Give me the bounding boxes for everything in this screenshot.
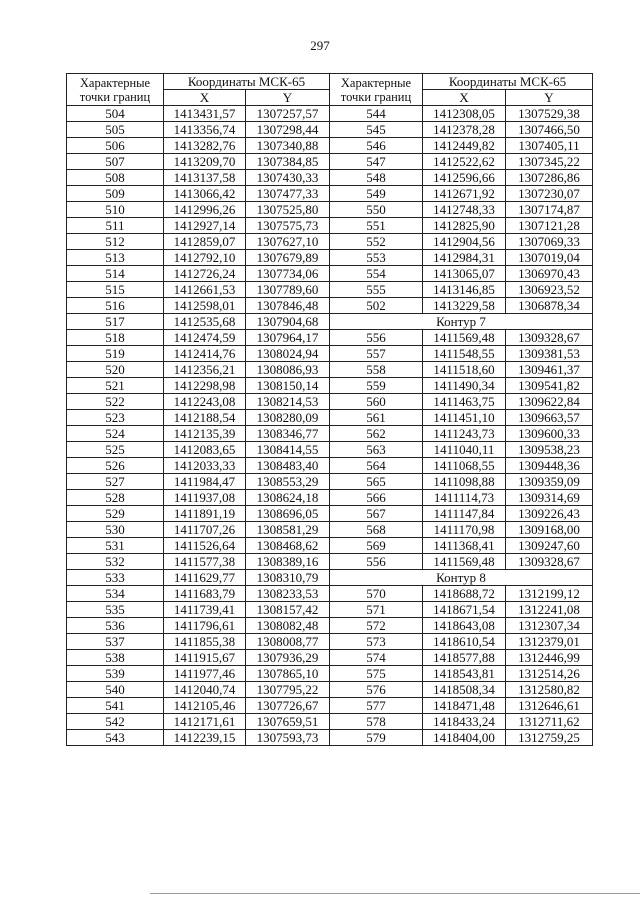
x-coordinate: 1411526,64 xyxy=(164,538,246,554)
point-number: 543 xyxy=(67,730,164,746)
x-coordinate: 1411683,79 xyxy=(164,586,246,602)
x-coordinate: 1418433,24 xyxy=(423,714,506,730)
x-coordinate: 1411977,46 xyxy=(164,666,246,682)
y-coordinate: 1308414,55 xyxy=(246,442,330,458)
y-coordinate: 1307019,04 xyxy=(506,250,593,266)
table-row xyxy=(67,330,593,346)
table-row xyxy=(67,666,593,682)
x-coordinate: 1412535,68 xyxy=(164,314,246,330)
x-coordinate: 1413066,42 xyxy=(164,186,246,202)
point-number: 577 xyxy=(330,698,423,714)
y-coordinate: 1312199,12 xyxy=(506,586,593,602)
table-row xyxy=(67,154,593,170)
x-coordinate: 1412378,28 xyxy=(423,122,506,138)
y-coordinate: 1308468,62 xyxy=(246,538,330,554)
point-number: 521 xyxy=(67,378,164,394)
table-row xyxy=(67,458,593,474)
table-row xyxy=(67,234,593,250)
point-number: 508 xyxy=(67,170,164,186)
y-coordinate: 1312241,08 xyxy=(506,602,593,618)
x-coordinate: 1412449,82 xyxy=(423,138,506,154)
x-coordinate: 1412825,90 xyxy=(423,218,506,234)
point-number: 540 xyxy=(67,682,164,698)
x-coordinate: 1412105,46 xyxy=(164,698,246,714)
x-coordinate: 1418404,00 xyxy=(423,730,506,746)
y-coordinate: 1308082,48 xyxy=(246,618,330,634)
x-coordinate: 1411707,26 xyxy=(164,522,246,538)
x-coordinate: 1413431,57 xyxy=(164,106,246,122)
x-coordinate: 1411040,11 xyxy=(423,442,506,458)
y-coordinate: 1307679,89 xyxy=(246,250,330,266)
point-number: 559 xyxy=(330,378,423,394)
x-coordinate: 1411984,47 xyxy=(164,474,246,490)
x-coordinate: 1418508,34 xyxy=(423,682,506,698)
x-coordinate: 1412661,53 xyxy=(164,282,246,298)
point-number: 561 xyxy=(330,410,423,426)
point-number: 513 xyxy=(67,250,164,266)
point-number: 542 xyxy=(67,714,164,730)
x-coordinate: 1413282,76 xyxy=(164,138,246,154)
y-coordinate: 1312646,61 xyxy=(506,698,593,714)
header-coords-left: Координаты МСК-65 xyxy=(164,74,330,90)
table-row xyxy=(67,298,593,314)
table-row xyxy=(67,682,593,698)
x-coordinate: 1411098,88 xyxy=(423,474,506,490)
point-number: 539 xyxy=(67,666,164,682)
header-y-right: Y xyxy=(506,90,593,106)
point-number: 546 xyxy=(330,138,423,154)
y-coordinate: 1307846,48 xyxy=(246,298,330,314)
table-row xyxy=(67,634,593,650)
table-row xyxy=(67,346,593,362)
y-coordinate: 1309541,82 xyxy=(506,378,593,394)
y-coordinate: 1309381,53 xyxy=(506,346,593,362)
x-coordinate: 1411915,67 xyxy=(164,650,246,666)
table-row xyxy=(67,714,593,730)
x-coordinate: 1413229,58 xyxy=(423,298,506,314)
y-coordinate: 1307477,33 xyxy=(246,186,330,202)
y-coordinate: 1307069,33 xyxy=(506,234,593,250)
x-coordinate: 1412239,15 xyxy=(164,730,246,746)
y-coordinate: 1307865,10 xyxy=(246,666,330,682)
x-coordinate: 1412984,31 xyxy=(423,250,506,266)
table-row xyxy=(67,506,593,522)
point-number: 544 xyxy=(330,106,423,122)
header-x-right: X xyxy=(423,90,506,106)
footer-line xyxy=(150,893,640,894)
y-coordinate: 1307734,06 xyxy=(246,266,330,282)
point-number: 533 xyxy=(67,570,164,586)
y-coordinate: 1308008,77 xyxy=(246,634,330,650)
x-coordinate: 1411739,41 xyxy=(164,602,246,618)
point-number: 552 xyxy=(330,234,423,250)
contour-label: Контур 8 xyxy=(330,570,593,586)
x-coordinate: 1411569,48 xyxy=(423,330,506,346)
point-number: 523 xyxy=(67,410,164,426)
y-coordinate: 1307575,73 xyxy=(246,218,330,234)
y-coordinate: 1309168,00 xyxy=(506,522,593,538)
y-coordinate: 1307904,68 xyxy=(246,314,330,330)
table-row xyxy=(67,170,593,186)
x-coordinate: 1418688,72 xyxy=(423,586,506,602)
point-number: 515 xyxy=(67,282,164,298)
y-coordinate: 1307340,88 xyxy=(246,138,330,154)
point-number: 562 xyxy=(330,426,423,442)
point-number: 518 xyxy=(67,330,164,346)
x-coordinate: 1418543,81 xyxy=(423,666,506,682)
x-coordinate: 1412927,14 xyxy=(164,218,246,234)
x-coordinate: 1413137,58 xyxy=(164,170,246,186)
table-row xyxy=(67,122,593,138)
x-coordinate: 1418671,54 xyxy=(423,602,506,618)
point-number: 563 xyxy=(330,442,423,458)
y-coordinate: 1309448,36 xyxy=(506,458,593,474)
table-row xyxy=(67,314,593,330)
table-row xyxy=(67,218,593,234)
y-coordinate: 1309663,57 xyxy=(506,410,593,426)
y-coordinate: 1308624,18 xyxy=(246,490,330,506)
point-number: 531 xyxy=(67,538,164,554)
x-coordinate: 1412298,98 xyxy=(164,378,246,394)
x-coordinate: 1412414,76 xyxy=(164,346,246,362)
table-row xyxy=(67,282,593,298)
y-coordinate: 1309226,43 xyxy=(506,506,593,522)
x-coordinate: 1412171,61 xyxy=(164,714,246,730)
y-coordinate: 1308696,05 xyxy=(246,506,330,522)
y-coordinate: 1307529,38 xyxy=(506,106,593,122)
y-coordinate: 1312514,26 xyxy=(506,666,593,682)
point-number: 565 xyxy=(330,474,423,490)
x-coordinate: 1413146,85 xyxy=(423,282,506,298)
y-coordinate: 1309538,23 xyxy=(506,442,593,458)
point-number: 505 xyxy=(67,122,164,138)
point-number: 541 xyxy=(67,698,164,714)
x-coordinate: 1412135,39 xyxy=(164,426,246,442)
table-row xyxy=(67,442,593,458)
y-coordinate: 1312580,82 xyxy=(506,682,593,698)
y-coordinate: 1309314,69 xyxy=(506,490,593,506)
table-row xyxy=(67,138,593,154)
point-number: 516 xyxy=(67,298,164,314)
point-number: 525 xyxy=(67,442,164,458)
table-row xyxy=(67,490,593,506)
y-coordinate: 1312446,99 xyxy=(506,650,593,666)
y-coordinate: 1308483,40 xyxy=(246,458,330,474)
x-coordinate: 1411796,61 xyxy=(164,618,246,634)
point-number: 579 xyxy=(330,730,423,746)
table-row xyxy=(67,266,593,282)
table-row xyxy=(67,202,593,218)
point-number: 560 xyxy=(330,394,423,410)
point-number: 519 xyxy=(67,346,164,362)
x-coordinate: 1411548,55 xyxy=(423,346,506,362)
x-coordinate: 1411114,73 xyxy=(423,490,506,506)
x-coordinate: 1418610,54 xyxy=(423,634,506,650)
y-coordinate: 1307726,67 xyxy=(246,698,330,714)
point-number: 504 xyxy=(67,106,164,122)
point-number: 566 xyxy=(330,490,423,506)
y-coordinate: 1307430,33 xyxy=(246,170,330,186)
table-row xyxy=(67,394,593,410)
x-coordinate: 1412356,21 xyxy=(164,362,246,378)
y-coordinate: 1307789,60 xyxy=(246,282,330,298)
x-coordinate: 1413209,70 xyxy=(164,154,246,170)
table-row xyxy=(67,522,593,538)
header-x-left: X xyxy=(164,90,246,106)
point-number: 564 xyxy=(330,458,423,474)
point-number: 537 xyxy=(67,634,164,650)
point-number: 570 xyxy=(330,586,423,602)
table-row xyxy=(67,618,593,634)
x-coordinate: 1411569,48 xyxy=(423,554,506,570)
point-number: 574 xyxy=(330,650,423,666)
point-number: 512 xyxy=(67,234,164,250)
y-coordinate: 1306923,52 xyxy=(506,282,593,298)
y-coordinate: 1307345,22 xyxy=(506,154,593,170)
y-coordinate: 1308150,14 xyxy=(246,378,330,394)
point-number: 575 xyxy=(330,666,423,682)
y-coordinate: 1309600,33 xyxy=(506,426,593,442)
x-coordinate: 1412859,07 xyxy=(164,234,246,250)
point-number: 555 xyxy=(330,282,423,298)
table-row xyxy=(67,474,593,490)
x-coordinate: 1412308,05 xyxy=(423,106,506,122)
point-number: 576 xyxy=(330,682,423,698)
point-number: 511 xyxy=(67,218,164,234)
point-number: 514 xyxy=(67,266,164,282)
y-coordinate: 1312379,01 xyxy=(506,634,593,650)
x-coordinate: 1412748,33 xyxy=(423,202,506,218)
coordinates-table xyxy=(66,73,593,746)
y-coordinate: 1309622,84 xyxy=(506,394,593,410)
x-coordinate: 1411891,19 xyxy=(164,506,246,522)
x-coordinate: 1411170,98 xyxy=(423,522,506,538)
y-coordinate: 1308233,53 xyxy=(246,586,330,602)
x-coordinate: 1411368,41 xyxy=(423,538,506,554)
y-coordinate: 1307466,50 xyxy=(506,122,593,138)
y-coordinate: 1309247,60 xyxy=(506,538,593,554)
x-coordinate: 1411577,38 xyxy=(164,554,246,570)
x-coordinate: 1412598,01 xyxy=(164,298,246,314)
x-coordinate: 1411937,08 xyxy=(164,490,246,506)
y-coordinate: 1309328,67 xyxy=(506,330,593,346)
point-number: 528 xyxy=(67,490,164,506)
point-number: 526 xyxy=(67,458,164,474)
point-number: 549 xyxy=(330,186,423,202)
x-coordinate: 1418643,08 xyxy=(423,618,506,634)
y-coordinate: 1312711,62 xyxy=(506,714,593,730)
table-row xyxy=(67,602,593,618)
x-coordinate: 1411463,75 xyxy=(423,394,506,410)
y-coordinate: 1309328,67 xyxy=(506,554,593,570)
point-number: 573 xyxy=(330,634,423,650)
header-coords-right: Координаты МСК-65 xyxy=(423,74,593,90)
y-coordinate: 1307174,87 xyxy=(506,202,593,218)
y-coordinate: 1307525,80 xyxy=(246,202,330,218)
header-points-left: Характерные точки границ xyxy=(67,74,164,106)
point-number: 522 xyxy=(67,394,164,410)
x-coordinate: 1413356,74 xyxy=(164,122,246,138)
y-coordinate: 1307230,07 xyxy=(506,186,593,202)
point-number: 548 xyxy=(330,170,423,186)
point-number: 571 xyxy=(330,602,423,618)
x-coordinate: 1412188,54 xyxy=(164,410,246,426)
header-points-right: Характерные точки границ xyxy=(330,74,423,106)
y-coordinate: 1308157,42 xyxy=(246,602,330,618)
x-coordinate: 1411243,73 xyxy=(423,426,506,442)
point-number: 558 xyxy=(330,362,423,378)
table-row xyxy=(67,650,593,666)
y-coordinate: 1312759,25 xyxy=(506,730,593,746)
y-coordinate: 1306878,34 xyxy=(506,298,593,314)
table-row xyxy=(67,698,593,714)
y-coordinate: 1309359,09 xyxy=(506,474,593,490)
point-number: 507 xyxy=(67,154,164,170)
y-coordinate: 1306970,43 xyxy=(506,266,593,282)
point-number: 510 xyxy=(67,202,164,218)
x-coordinate: 1411451,10 xyxy=(423,410,506,426)
table-body xyxy=(67,106,593,746)
point-number: 502 xyxy=(330,298,423,314)
y-coordinate: 1308086,93 xyxy=(246,362,330,378)
x-coordinate: 1412904,56 xyxy=(423,234,506,250)
x-coordinate: 1412243,08 xyxy=(164,394,246,410)
x-coordinate: 1411068,55 xyxy=(423,458,506,474)
point-number: 529 xyxy=(67,506,164,522)
point-number: 556 xyxy=(330,554,423,570)
point-number: 568 xyxy=(330,522,423,538)
point-number: 538 xyxy=(67,650,164,666)
y-coordinate: 1308214,53 xyxy=(246,394,330,410)
y-coordinate: 1307936,29 xyxy=(246,650,330,666)
point-number: 567 xyxy=(330,506,423,522)
point-number: 569 xyxy=(330,538,423,554)
point-number: 517 xyxy=(67,314,164,330)
point-number: 551 xyxy=(330,218,423,234)
point-number: 553 xyxy=(330,250,423,266)
y-coordinate: 1307659,51 xyxy=(246,714,330,730)
table-row xyxy=(67,730,593,746)
x-coordinate: 1412522,62 xyxy=(423,154,506,170)
x-coordinate: 1412726,24 xyxy=(164,266,246,282)
y-coordinate: 1312307,34 xyxy=(506,618,593,634)
x-coordinate: 1412033,33 xyxy=(164,458,246,474)
table-row xyxy=(67,250,593,266)
x-coordinate: 1412596,66 xyxy=(423,170,506,186)
x-coordinate: 1411490,34 xyxy=(423,378,506,394)
y-coordinate: 1307286,86 xyxy=(506,170,593,186)
point-number: 520 xyxy=(67,362,164,378)
table-row xyxy=(67,538,593,554)
table-row xyxy=(67,554,593,570)
y-coordinate: 1308553,29 xyxy=(246,474,330,490)
point-number: 536 xyxy=(67,618,164,634)
y-coordinate: 1308346,77 xyxy=(246,426,330,442)
y-coordinate: 1307627,10 xyxy=(246,234,330,250)
point-number: 578 xyxy=(330,714,423,730)
table-row xyxy=(67,410,593,426)
y-coordinate: 1307384,85 xyxy=(246,154,330,170)
contour-label: Контур 7 xyxy=(330,314,593,330)
y-coordinate: 1308310,79 xyxy=(246,570,330,586)
y-coordinate: 1308280,09 xyxy=(246,410,330,426)
table-row xyxy=(67,426,593,442)
x-coordinate: 1412474,59 xyxy=(164,330,246,346)
table-row xyxy=(67,186,593,202)
x-coordinate: 1411629,77 xyxy=(164,570,246,586)
point-number: 527 xyxy=(67,474,164,490)
point-number: 524 xyxy=(67,426,164,442)
x-coordinate: 1411518,60 xyxy=(423,362,506,378)
x-coordinate: 1411855,38 xyxy=(164,634,246,650)
point-number: 545 xyxy=(330,122,423,138)
point-number: 557 xyxy=(330,346,423,362)
x-coordinate: 1412040,74 xyxy=(164,682,246,698)
y-coordinate: 1308024,94 xyxy=(246,346,330,362)
point-number: 572 xyxy=(330,618,423,634)
x-coordinate: 1412792,10 xyxy=(164,250,246,266)
y-coordinate: 1308581,29 xyxy=(246,522,330,538)
table-row xyxy=(67,106,593,122)
point-number: 554 xyxy=(330,266,423,282)
point-number: 547 xyxy=(330,154,423,170)
point-number: 509 xyxy=(67,186,164,202)
table-row xyxy=(67,586,593,602)
x-coordinate: 1418471,48 xyxy=(423,698,506,714)
point-number: 535 xyxy=(67,602,164,618)
point-number: 530 xyxy=(67,522,164,538)
table-row xyxy=(67,362,593,378)
x-coordinate: 1412083,65 xyxy=(164,442,246,458)
x-coordinate: 1418577,88 xyxy=(423,650,506,666)
table-row xyxy=(67,570,593,586)
y-coordinate: 1307298,44 xyxy=(246,122,330,138)
y-coordinate: 1307257,57 xyxy=(246,106,330,122)
x-coordinate: 1411147,84 xyxy=(423,506,506,522)
table-row xyxy=(67,378,593,394)
y-coordinate: 1307405,11 xyxy=(506,138,593,154)
x-coordinate: 1412671,92 xyxy=(423,186,506,202)
x-coordinate: 1413065,07 xyxy=(423,266,506,282)
point-number: 506 xyxy=(67,138,164,154)
header-y-left: Y xyxy=(246,90,330,106)
y-coordinate: 1309461,37 xyxy=(506,362,593,378)
y-coordinate: 1308389,16 xyxy=(246,554,330,570)
x-coordinate: 1412996,26 xyxy=(164,202,246,218)
y-coordinate: 1307964,17 xyxy=(246,330,330,346)
point-number: 556 xyxy=(330,330,423,346)
y-coordinate: 1307795,22 xyxy=(246,682,330,698)
y-coordinate: 1307593,73 xyxy=(246,730,330,746)
point-number: 532 xyxy=(67,554,164,570)
y-coordinate: 1307121,28 xyxy=(506,218,593,234)
point-number: 550 xyxy=(330,202,423,218)
page-number: 297 xyxy=(310,38,330,53)
point-number: 534 xyxy=(67,586,164,602)
